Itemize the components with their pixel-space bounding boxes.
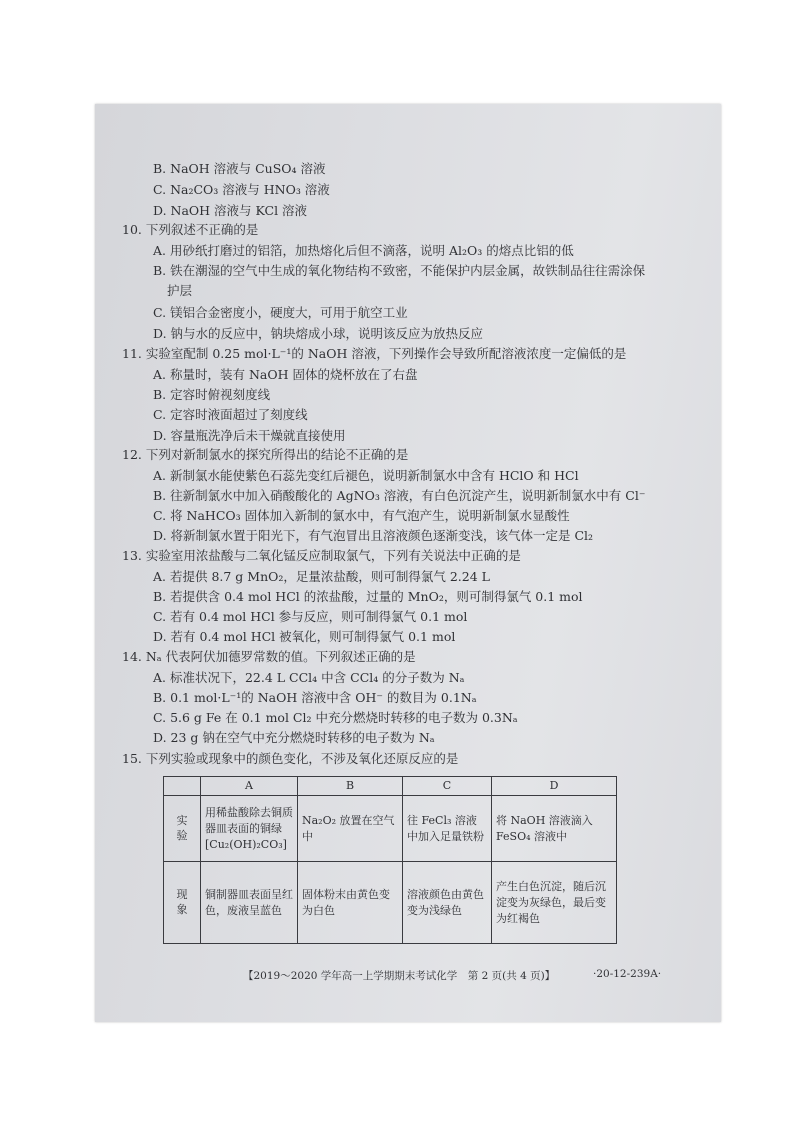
question-stem: 15. 下列实验或现象中的颜色变化，不涉及氧化还原反应的是 — [122, 751, 459, 766]
answer-option: A. 新制氯水能使紫色石蕊先变红后褪色，说明新制氯水中含有 HClO 和 HCl — [153, 468, 579, 483]
answer-option: C. 5.6 g Fe 在 0.1 mol Cl₂ 中充分燃烧时转移的电子数为 0.3Nₐ — [153, 710, 518, 725]
table-cell: 产生白色沉淀，随后沉淀变为灰绿色，最后变为红褐色 — [492, 862, 617, 944]
answer-option: D. 将新制氯水置于阳光下，有气泡冒出且溶液颜色逐渐变浅，该气体一定是 Cl₂ — [153, 528, 594, 543]
answer-option: A. 若提供 8.7 g MnO₂，足量浓盐酸，则可制得氯气 2.24 L — [153, 569, 490, 584]
page-footer-title: 【2019～2020 学年高一上学期期末考试化学 第 2 页(共 4 页)】 — [243, 970, 556, 982]
table-header-row — [164, 777, 617, 796]
answer-option: B. 若提供含 0.4 mol HCl 的浓盐酸，过量的 MnO₂，则可制得氯气 0.1 mol — [153, 589, 583, 604]
page-footer-code: ·20-12-239A· — [593, 968, 662, 980]
exam-page — [95, 104, 721, 1022]
table-cell: 铜制器皿表面呈红色，废液呈蓝色 — [201, 862, 298, 944]
answer-option: D. 若有 0.4 mol HCl 被氧化，则可制得氯气 0.1 mol — [153, 629, 456, 644]
table-row — [164, 796, 617, 862]
table-cell: Na₂O₂ 放置在空气中 — [298, 796, 403, 862]
question-stem: 14. Nₐ 代表阿伏加德罗常数的值。下列叙述正确的是 — [122, 649, 416, 664]
answer-option: B. NaOH 溶液与 CuSO₄ 溶液 — [153, 161, 326, 176]
answer-option: B. 定容时俯视刻度线 — [153, 387, 271, 402]
question-stem: 12. 下列对新制氯水的探究所得出的结论不正确的是 — [122, 447, 409, 462]
answer-option: C. 镁铝合金密度小，硬度大，可用于航空工业 — [153, 305, 408, 320]
answer-option: 护层 — [167, 283, 193, 298]
table-cell: 溶液颜色由黄色变为浅绿色 — [403, 862, 492, 944]
answer-option: B. 往新制氯水中加入硝酸酸化的 AgNO₃ 溶液，有白色沉淀产生，说明新制氯水中有 Cl⁻ — [153, 488, 646, 503]
table-header-b: B — [298, 777, 403, 796]
answer-option: D. 容量瓶洗净后未干燥就直接使用 — [153, 428, 346, 443]
table-cell: 将 NaOH 溶液滴入 FeSO₄ 溶液中 — [492, 796, 617, 862]
question-stem: 10. 下列叙述不正确的是 — [122, 222, 259, 237]
question-stem: 11. 实验室配制 0.25 mol·L⁻¹的 NaOH 溶液，下列操作会导致所配溶液浓度一定偏低的是 — [122, 346, 627, 361]
table-cell: 往 FeCl₃ 溶液中加入足量铁粉 — [403, 796, 492, 862]
table-header-d: D — [492, 777, 617, 796]
table-cell: 用稀盐酸除去铜质器皿表面的铜绿[Cu₂(OH)₂CO₃] — [201, 796, 298, 862]
answer-option: C. 定容时液面超过了刻度线 — [153, 407, 308, 422]
table-corner-cell — [164, 777, 201, 796]
table-header-a: A — [201, 777, 298, 796]
answer-option: D. NaOH 溶液与 KCl 溶液 — [153, 203, 308, 218]
answer-option: D. 钠与水的反应中，钠块熔成小球，说明该反应为放热反应 — [153, 326, 484, 341]
question-stem: 13. 实验室用浓盐酸与二氧化锰反应制取氯气，下列有关说法中正确的是 — [122, 548, 521, 563]
answer-option: C. Na₂CO₃ 溶液与 HNO₃ 溶液 — [153, 182, 330, 197]
answer-option: B. 0.1 mol·L⁻¹的 NaOH 溶液中含 OH⁻ 的数目为 0.1Nₐ — [153, 690, 477, 705]
answer-option: B. 铁在潮湿的空气中生成的氧化物结构不致密，不能保护内层金属，故铁制品往往需涂保 — [153, 263, 646, 278]
answer-option: C. 若有 0.4 mol HCl 参与反应，则可制得氯气 0.1 mol — [153, 609, 468, 624]
answer-option: D. 23 g 钠在空气中充分燃烧时转移的电子数为 Nₐ — [153, 730, 435, 745]
answer-option: A. 标准状况下，22.4 L CCl₄ 中含 CCl₄ 的分子数为 Nₐ — [153, 670, 465, 685]
row-label-phenomenon: 现象 — [164, 862, 201, 944]
answer-option: A. 用砂纸打磨过的铝箔，加热熔化后但不滴落，说明 Al₂O₃ 的熔点比铝的低 — [153, 243, 574, 258]
row-label-experiment: 实验 — [164, 796, 201, 862]
table-cell: 固体粉末由黄色变为白色 — [298, 862, 403, 944]
answer-option: C. 将 NaHCO₃ 固体加入新制的氯水中，有气泡产生，说明新制氯水显酸性 — [153, 508, 570, 523]
table-row — [164, 862, 617, 944]
table-header-c: C — [403, 777, 492, 796]
experiment-table — [163, 776, 617, 944]
answer-option: A. 称量时，装有 NaOH 固体的烧杯放在了右盘 — [153, 367, 418, 382]
